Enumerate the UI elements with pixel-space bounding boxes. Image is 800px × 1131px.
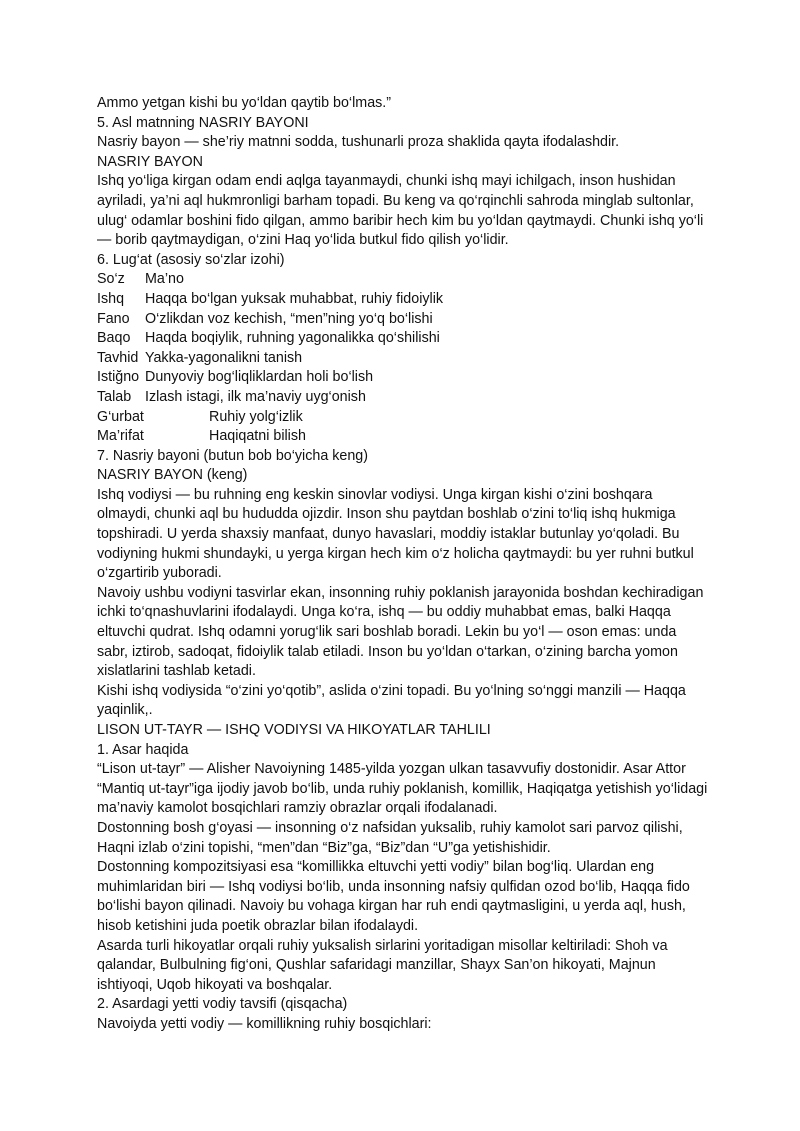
vocab-meaning: Haqqa bo‘lgan yuksak muhabbat, ruhiy fidoiylik bbox=[145, 290, 444, 307]
section-7-paragraph: Kishi ishq vodiysida “o‘zini yo‘qotib”, aslida o‘zini topadi. Bu yo‘lning so‘nggi manzili — Haqqa yaqinlik,. bbox=[97, 682, 686, 719]
vocabulary-row bbox=[97, 290, 709, 310]
vocab-meaning: O‘zlikdan voz kechish, “men”ning yo‘q bo‘lishi bbox=[145, 310, 433, 327]
vocab-meaning: Ma’no bbox=[145, 271, 184, 288]
vocab-word: G‘urbat bbox=[97, 408, 144, 425]
vocab-word: Tavhid bbox=[97, 349, 139, 366]
vocab-word: Talab bbox=[97, 388, 132, 405]
vocabulary-row bbox=[97, 388, 709, 408]
section-7-heading: 7. Nasriy bayoni (butun bob bo‘yicha keng) bbox=[97, 447, 369, 464]
analysis-section-2-heading: 2. Asardagi yetti vodiy tavsifi (qisqacha) bbox=[97, 996, 348, 1013]
vocab-word: Ishq bbox=[97, 290, 125, 307]
vocab-meaning: Haqiqatni bilish bbox=[209, 428, 306, 445]
vocab-meaning: Dunyoviy bog‘liqliklardan holi bo‘lish bbox=[145, 369, 374, 386]
vocabulary-row bbox=[97, 349, 709, 369]
vocabulary-row bbox=[97, 408, 709, 428]
analysis-paragraph: “Lison ut-tayr” — Alisher Navoiyning 1485-yilda yozgan ulkan tasavvufiy dostonidir. Asar Attor “Mantiq ut-tayr”iga ijodiy javob bo‘lib, unda ruhiy poklanish, komillik, Haqiqatga yetishish yo‘lidagi ma’naviy kamolot bosqichlari ramziy obrazlar orqali ifodalanadi. bbox=[97, 761, 708, 817]
analysis-title: LISON UT-TAYR — ISHQ VODIYSI VA HIKOYATLAR TAHLILI bbox=[97, 722, 491, 738]
analysis-paragraph: Dostonning bosh g‘oyasi — insonning o‘z nafsidan yuksalib, ruhiy kamolot sari parvoz qilishi, Haqni izlab o‘zini topishi, “men”dan “Biz”ga, “Biz”dan “U”ga yetishishidir. bbox=[97, 819, 683, 856]
section-5-body: Ishq yo‘liga kirgan odam endi aqlga tayanmaydi, chunki ishq mayi ichilgach, inson hushidan ayriladi, ya’ni aql hukmronligi barham topadi. Bu keng va qo‘rqinchli sahroda minglab sultonlar, ulug‘ odamlar boshini fido qilgan, ammo baribir hech kim bu yo‘ldan qaytmaydi. Chunki ishq yo‘li — borib qaytmaydigan, o‘zini Haq yo‘lida butkul fido qilish yo‘lidir. bbox=[97, 173, 704, 249]
section-5-heading: 5. Asl matnning NASRIY BAYONI bbox=[97, 114, 309, 131]
vocabulary-row bbox=[97, 329, 709, 349]
section-5-definition: Nasriy bayon — she’riy matnni sodda, tushunarli proza shaklida qayta ifodalashdir. bbox=[97, 134, 620, 151]
section-7-paragraph: Ishq vodiysi — bu ruhning eng keskin sinovlar vodiysi. Unga kirgan kishi o‘zini boshqara olmaydi, chunki aql bu hududda ojizdir. Inson shu paytdan boshlab o‘zini to‘liq ishq hukmiga topshiradi. U yerda shaxsiy manfaat, dunyo havaslari, moddiy istaklar butunlay yo‘qoladi. Bu vodiyning hukmi shundayki, u yerga kirgan hech kim o‘z holicha qaytmaydi: bu yer ruhni butkul o‘zgartirib yuboradi. bbox=[97, 486, 694, 582]
document-body bbox=[97, 94, 709, 1035]
vocab-meaning: Ruhiy yolg‘izlik bbox=[209, 408, 303, 425]
vocabulary-row bbox=[97, 310, 709, 330]
section-6-heading: 6. Lug‘at (asosiy so‘zlar izohi) bbox=[97, 251, 285, 268]
vocabulary-header-row bbox=[97, 270, 709, 290]
vocab-word: So‘z bbox=[97, 271, 125, 288]
analysis-paragraph: Asarda turli hikoyatlar orqali ruhiy yuksalish sirlarini yoritadigan misollar keltiriladi: Shoh va qalandar, Bulbulning fig‘oni, Qushlar safaridagi manzillar, Shayx San’on hikoyati, Majnun ishtiyoqi, Uqob hikoyati va boshqalar. bbox=[97, 937, 668, 993]
analysis-section-2-intro: Navoiyda yetti vodiy — komillikning ruhiy bosqichlari: bbox=[97, 1015, 432, 1032]
vocabulary-row bbox=[97, 427, 709, 447]
section-7-paragraph: Navoiy ushbu vodiyni tasvirlar ekan, insonning ruhiy poklanish jarayonida boshdan kechiradigan ichki to‘qnashuvlarini ifodalaydi. Unga ko‘ra, ishq — bu oddiy muhabbat emas, balki Haqqa eltuvchi qudrat. Ishq odamni yorug‘lik sari boshlab boradi. Lekin bu yo‘l — oson emas: unda sabr, iztirob, sadoqat, fidoiylik talab etiladi. Inson bu yo‘ldan o‘tarkan, o‘zining barcha yomon xislatlarini tashlab ketadi. bbox=[97, 584, 704, 680]
section-7-subheading: NASRIY BAYON (keng) bbox=[97, 467, 248, 484]
section-5-subheading: NASRIY BAYON bbox=[97, 153, 203, 170]
analysis-paragraph: Dostonning kompozitsiyasi esa “komillikka eltuvchi yetti vodiy” bilan bog‘liq. Ulardan eng muhimlaridan biri — Ishq vodiysi bo‘lib, unda insonning nafsiy qulfidan ozod bo‘lib, Haqqa fido bo‘lishi bayon qilinadi. Navoiy bu vohaga kirgan har ruh endi qaytmasligini, u yerda aql, hush, hisob ketishini juda poetik obrazlar bilan ifodalaydi. bbox=[97, 859, 690, 934]
vocab-meaning: Izlash istagi, ilk ma’naviy uyg‘onish bbox=[145, 388, 366, 405]
vocab-meaning: Haqda boqiylik, ruhning yagonalikka qo‘shilishi bbox=[145, 330, 440, 347]
vocab-meaning: Yakka-yagonalikni tanish bbox=[145, 349, 303, 366]
vocabulary-table bbox=[97, 270, 709, 446]
vocab-word: Fano bbox=[97, 310, 130, 327]
analysis-section-1-heading: 1. Asar haqida bbox=[97, 741, 189, 758]
vocab-word: Baqo bbox=[97, 330, 131, 347]
vocab-word: Istiğno bbox=[97, 369, 140, 386]
quote-closing-line: Ammo yetgan kishi bu yo‘ldan qaytib bo‘lmas.” bbox=[97, 95, 392, 111]
vocab-word: Ma’rifat bbox=[97, 428, 144, 445]
vocabulary-row bbox=[97, 368, 709, 388]
